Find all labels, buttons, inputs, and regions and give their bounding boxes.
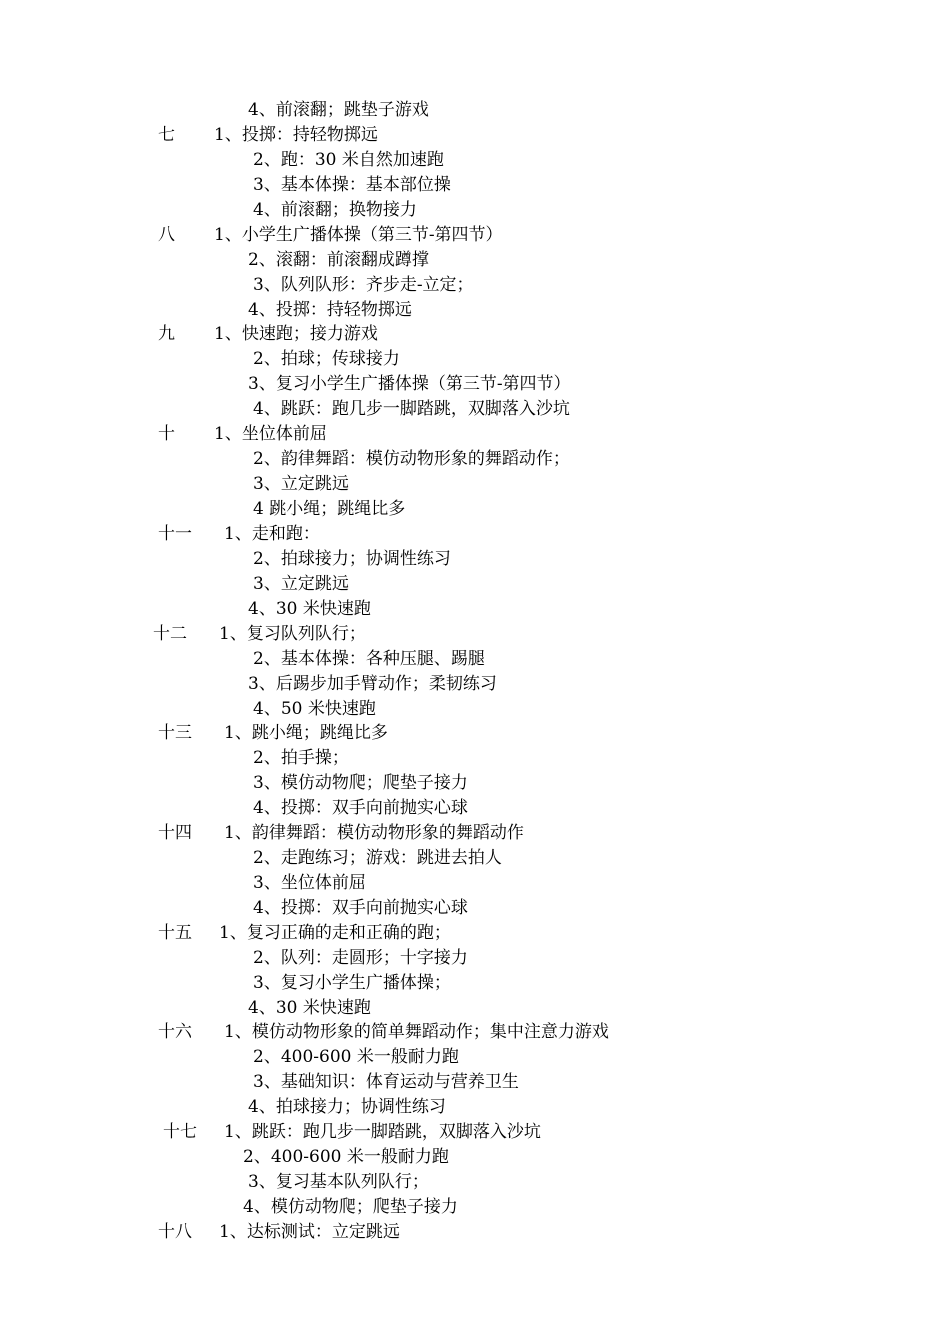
item-line: 1、复习正确的走和正确的跑； (219, 923, 451, 943)
item-line: 1、投掷：持轻物掷远 (214, 125, 378, 145)
item-line: 2、韵律舞蹈：模仿动物形象的舞蹈动作； (253, 449, 570, 469)
item-line: 4、前滚翻；换物接力 (253, 200, 417, 220)
item-line: 3、立定跳远 (253, 574, 349, 594)
week-label: 十一 (158, 524, 192, 544)
week-label: 十三 (158, 723, 192, 743)
week-label: 十 (158, 424, 175, 444)
item-line: 3、复习基本队列队行； (248, 1172, 429, 1192)
item-line: 1、韵律舞蹈：模仿动物形象的舞蹈动作 (224, 823, 524, 843)
item-line: 1、快速跑；接力游戏 (214, 324, 378, 344)
item-line: 2、基本体操：各种压腿、踢腿 (253, 649, 485, 669)
item-line: 2、拍球接力；协调性练习 (253, 549, 451, 569)
item-line: 4 跳小绳；跳绳比多 (253, 499, 406, 519)
week-label: 十五 (158, 923, 192, 943)
item-line: 4、投掷：双手向前抛实心球 (253, 798, 468, 818)
item-line: 2、跑：30 米自然加速跑 (253, 150, 444, 170)
item-line: 3、队列队形：齐步走-立定； (253, 275, 474, 295)
item-line: 4、30 米快速跑 (248, 998, 371, 1018)
item-line: 1、走和跑： (224, 524, 320, 544)
item-line: 1、跳小绳；跳绳比多 (224, 723, 388, 743)
week-label: 七 (158, 125, 175, 145)
item-line: 4、50 米快速跑 (253, 699, 376, 719)
week-label: 八 (158, 225, 175, 245)
week-label: 九 (158, 324, 175, 344)
week-label: 十二 (153, 624, 187, 644)
item-line: 3、基本体操：基本部位操 (253, 175, 451, 195)
item-line: 2、队列：走圆形；十字接力 (253, 948, 468, 968)
item-line: 3、基础知识：体育运动与营养卫生 (253, 1072, 519, 1092)
item-line: 4、拍球接力；协调性练习 (248, 1097, 446, 1117)
item-line: 4、跳跃：跑几步一脚踏跳，双脚落入沙坑 (253, 399, 570, 419)
item-line: 1、达标测试：立定跳远 (219, 1222, 400, 1242)
item-line: 4、投掷：持轻物掷远 (248, 300, 412, 320)
item-line: 2、滚翻：前滚翻成蹲撑 (248, 250, 429, 270)
item-line: 3、模仿动物爬；爬垫子接力 (253, 773, 468, 793)
item-line: 3、复习小学生广播体操； (253, 973, 451, 993)
item-line: 1、小学生广播体操（第三节-第四节） (214, 225, 503, 245)
item-line: 1、模仿动物形象的简单舞蹈动作；集中注意力游戏 (224, 1022, 609, 1042)
item-line: 3、后踢步加手臂动作；柔韧练习 (248, 674, 497, 694)
item-line: 2、拍手操； (253, 748, 349, 768)
item-line: 2、400-600 米一般耐力跑 (243, 1147, 449, 1167)
item-line: 2、400-600 米一般耐力跑 (253, 1047, 459, 1067)
item-line: 4、前滚翻；跳垫子游戏 (248, 100, 429, 120)
week-label: 十六 (158, 1022, 192, 1042)
item-line: 2、走跑练习；游戏：跳进去拍人 (253, 848, 502, 868)
item-line: 4、投掷：双手向前抛实心球 (253, 898, 468, 918)
item-line: 3、坐位体前屈 (253, 873, 366, 893)
item-line: 3、立定跳远 (253, 474, 349, 494)
item-line: 4、模仿动物爬；爬垫子接力 (243, 1197, 458, 1217)
item-line: 1、坐位体前屈 (214, 424, 327, 444)
item-line: 1、跳跃：跑几步一脚踏跳，双脚落入沙坑 (224, 1122, 541, 1142)
week-label: 十七 (163, 1122, 197, 1142)
item-line: 2、拍球；传球接力 (253, 349, 400, 369)
item-line: 1、复习队列队行； (219, 624, 366, 644)
item-line: 4、30 米快速跑 (248, 599, 371, 619)
week-label: 十八 (158, 1222, 192, 1242)
week-label: 十四 (158, 823, 192, 843)
item-line: 3、复习小学生广播体操（第三节-第四节） (248, 374, 571, 394)
